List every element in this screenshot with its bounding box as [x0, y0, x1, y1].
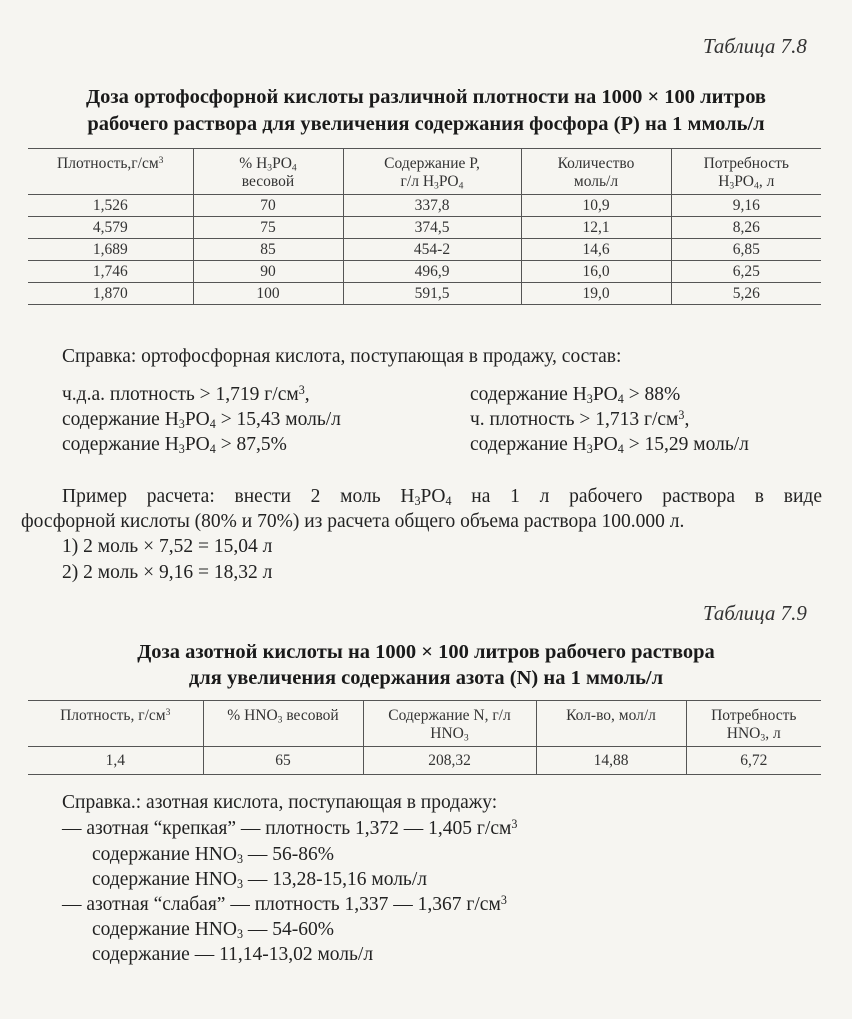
header-content: Содержание N, г/л $HNO_3$	[363, 701, 536, 747]
cell-amount: 14,6	[521, 239, 671, 261]
cell-percent: 65	[203, 747, 363, 775]
cell-percent: 85	[193, 239, 343, 261]
cell-content: 374,5	[343, 217, 521, 239]
note1-line3-right: содержание $H_3PO_4 > 15,29$ моль/л	[470, 434, 749, 457]
table-7-9	[28, 700, 821, 775]
header-percent: % $H_3PO_4$ весовой	[193, 149, 343, 195]
header-percent: % $HNO_3$ весовой	[203, 701, 363, 747]
note1-line2-right: ч. плотность > 1,713 $г/см^3$,	[470, 407, 690, 430]
header-density: $Плотность,г/см^3$	[28, 149, 193, 195]
cell-amount: 10,9	[521, 195, 671, 217]
table-7-8-title-line2: рабочего раствора для увеличения содержания фосфора (P) на 1 ммоль/л	[87, 113, 765, 135]
cell-content: 337,8	[343, 195, 521, 217]
cell-density: 1,746	[28, 261, 193, 283]
table-7-9-header-row	[28, 701, 821, 747]
example-item2: 2) 2 моль × 9,16 = 18,32 л	[62, 562, 273, 583]
table-row	[28, 217, 821, 239]
header-density: Плотность, $г/см^3$	[28, 701, 203, 747]
cell-need: 8,26	[671, 217, 821, 239]
cell-amount: 12,1	[521, 217, 671, 239]
cell-density: 4,579	[28, 217, 193, 239]
note1-line3-left: содержание $H_3PO_4 > 87,5\%$	[62, 434, 287, 457]
note2-weak-content2: содержание — 11,14-13,02 моль/л	[92, 944, 374, 965]
cell-need: 6,25	[671, 261, 821, 283]
cell-density: 1,526	[28, 195, 193, 217]
note2-intro: Справка.: азотная кислота, поступающая в продажу:	[62, 792, 498, 813]
cell-need: 6,72	[686, 747, 821, 775]
cell-amount: 19,0	[521, 283, 671, 305]
table-7-9-title-line2: для увеличения содержания азота (N) на 1 ммоль/л	[188, 667, 664, 689]
note2-strong: — азотная “крепкая” — плотность 1,372 — 1,405 $г/см^3$	[62, 816, 518, 839]
cell-density: 1,870	[28, 283, 193, 305]
cell-amount: 16,0	[521, 261, 671, 283]
cell-density: 1,4	[28, 747, 203, 775]
cell-percent: 90	[193, 261, 343, 283]
cell-amount: 14,88	[536, 747, 686, 775]
header-amount: Количество моль/л	[521, 149, 671, 195]
cell-percent: 70	[193, 195, 343, 217]
table-7-9-label: Таблица 7.9	[703, 601, 807, 625]
cell-need: 5,26	[671, 283, 821, 305]
table-row	[28, 283, 821, 305]
header-need: Потребность $H_3PO_4$, л	[671, 149, 821, 195]
table-row	[28, 747, 821, 775]
header-content: Содержание Р, г/л $H_3PO_4$	[343, 149, 521, 195]
cell-content: 591,5	[343, 283, 521, 305]
cell-content: 496,9	[343, 261, 521, 283]
example-line2: фосфорной кислоты (80% и 70%) из расчета общего объема раствора 100.000 л.	[21, 511, 685, 532]
note1-line2-left: содержание $H_3PO_4 > 15,43$ моль/л	[62, 409, 341, 432]
cell-need: 6,85	[671, 239, 821, 261]
example-line1: Пример расчета: внести 2 моль $H_3PO_4$ на 1 л рабочего раствора в виде	[62, 486, 822, 509]
cell-density: 1,689	[28, 239, 193, 261]
table-row	[28, 239, 821, 261]
note1-intro: Справка: ортофосфорная кислота, поступающая в продажу, состав:	[62, 346, 622, 367]
header-amount: Кол-во, мол/л	[536, 701, 686, 747]
note2-weak-content1: содержание $HNO_3$ — 54-60%	[92, 919, 334, 942]
cell-content: 454-2	[343, 239, 521, 261]
note2-strong-content2: содержание $HNO_3$ — 13,28-15,16 моль/л	[92, 869, 427, 892]
cell-content: 208,32	[363, 747, 536, 775]
cell-percent: 100	[193, 283, 343, 305]
note1-line1-right: содержание $H_3PO_4 > 88\%$	[470, 384, 681, 407]
table-7-8-title-line1: Доза ортофосфорной кислоты различной плотности на 1000 × 100 литров	[85, 86, 767, 108]
note2-weak: — азотная “слабая” — плотность 1,337 — 1,367 $г/см^3$	[62, 892, 507, 915]
cell-percent: 75	[193, 217, 343, 239]
table-7-8-label: Таблица 7.8	[703, 34, 807, 58]
table-7-8	[28, 148, 821, 305]
header-need: Потребность $HNO_3$, л	[686, 701, 821, 747]
table-row	[28, 261, 821, 283]
cell-need: 9,16	[671, 195, 821, 217]
table-7-9-title-line1: Доза азотной кислоты на 1000 × 100 литров рабочего раствора	[137, 641, 715, 663]
example-item1: 1) 2 моль × 7,52 = 15,04 л	[62, 536, 273, 557]
note2-strong-content1: содержание $HNO_3$ — 56-86%	[92, 844, 334, 867]
note1-line1-left: ч.д.а. плотность > 1,719 $г/см^3$,	[62, 382, 310, 405]
table-7-8-header-row	[28, 149, 821, 195]
table-row	[28, 195, 821, 217]
